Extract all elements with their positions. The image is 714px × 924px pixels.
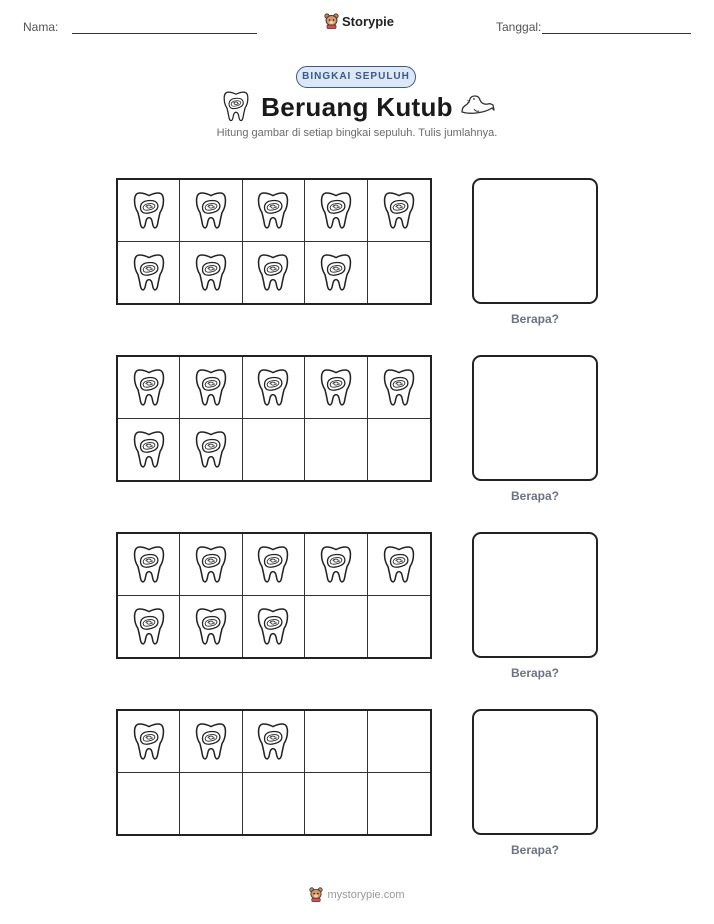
tooth-with-steak-icon — [132, 544, 166, 584]
tooth-with-steak-icon — [256, 367, 290, 407]
ten-frame-cell — [180, 773, 242, 835]
tooth-with-steak-icon — [194, 606, 228, 646]
ten-frame-cell — [118, 242, 180, 304]
ten-frame-cell — [180, 242, 242, 304]
ten-frame-cell — [118, 180, 180, 242]
tooth-with-steak-icon — [132, 252, 166, 292]
ten-frame-cell — [180, 711, 242, 773]
tooth-with-steak-icon — [382, 190, 416, 230]
ten-frame-cell — [243, 773, 305, 835]
ten-frame-cell — [368, 419, 430, 481]
ten-frame-cell — [305, 357, 367, 419]
ten-frame-cell — [305, 596, 367, 658]
tooth-with-steak-icon — [382, 367, 416, 407]
tooth-with-steak-icon — [194, 190, 228, 230]
tooth-with-steak-icon — [132, 190, 166, 230]
answer-label: Berapa? — [510, 489, 560, 503]
ten-frame-cell — [368, 357, 430, 419]
ten-frame-cell — [305, 242, 367, 304]
ten-frame — [116, 355, 432, 482]
ten-frame — [116, 532, 432, 659]
ten-frame-cell — [180, 596, 242, 658]
brand-logo — [324, 13, 394, 29]
ten-frame-cell — [243, 596, 305, 658]
name-line[interactable] — [72, 33, 257, 34]
tooth-with-steak-icon — [319, 367, 353, 407]
ten-frame-cell — [243, 242, 305, 304]
tooth-with-steak-icon — [256, 606, 290, 646]
answer-box[interactable] — [472, 355, 598, 481]
ten-frame-cell — [368, 534, 430, 596]
answer-label: Berapa? — [510, 843, 560, 857]
page-title: Beruang Kutub — [261, 92, 453, 122]
ten-frame-cell — [368, 180, 430, 242]
seal-icon — [460, 94, 496, 116]
ten-frame-cell — [180, 534, 242, 596]
answer-box[interactable] — [472, 532, 598, 658]
ten-frame — [116, 178, 432, 305]
answer-label: Berapa? — [510, 666, 560, 680]
ten-frame-cell — [243, 419, 305, 481]
ten-frame-cell — [180, 180, 242, 242]
answer-label: Berapa? — [510, 312, 560, 326]
tooth-with-steak-icon — [194, 544, 228, 584]
ten-frame-cell — [305, 534, 367, 596]
tooth-with-steak-icon — [132, 606, 166, 646]
ten-frame-cell — [368, 711, 430, 773]
ten-frame-cell — [180, 357, 242, 419]
tooth-with-steak-icon — [319, 544, 353, 584]
ten-frame-cell — [118, 534, 180, 596]
bear-mascot-icon — [324, 13, 339, 29]
ten-frame-cell — [118, 711, 180, 773]
ten-frame-cell — [118, 357, 180, 419]
ten-frame-cell — [368, 242, 430, 304]
ten-frame-cell — [180, 419, 242, 481]
tooth-with-steak-icon — [256, 190, 290, 230]
ten-frame-cell — [305, 419, 367, 481]
brand-name: Storypie — [342, 13, 395, 29]
ten-frame-cell — [368, 773, 430, 835]
tooth-with-steak-icon — [256, 544, 290, 584]
date-line[interactable] — [542, 33, 691, 34]
ten-frame-cell — [368, 596, 430, 658]
tooth-with-steak-icon — [132, 429, 166, 469]
ten-frame-cell — [118, 773, 180, 835]
ten-frame-cell — [305, 773, 367, 835]
ten-frame-cell — [243, 534, 305, 596]
ten-frame-cell — [243, 180, 305, 242]
tooth-with-steak-icon — [194, 429, 228, 469]
tooth-with-steak-icon — [194, 252, 228, 292]
tooth-with-steak-icon — [132, 367, 166, 407]
tooth-with-steak-icon — [194, 721, 228, 761]
bear-mascot-icon — [309, 887, 323, 902]
tooth-with-steak-icon — [382, 544, 416, 584]
worksheet-badge: BINGKAI SEPULUH — [296, 66, 416, 88]
ten-frame-cell — [118, 419, 180, 481]
ten-frame-cell — [118, 596, 180, 658]
tooth-with-steak-icon — [194, 367, 228, 407]
ten-frame — [116, 709, 432, 836]
name-label: Nama: — [23, 20, 59, 34]
tooth-with-steak-icon — [319, 252, 353, 292]
tooth-with-steak-icon — [132, 721, 166, 761]
instruction-text: Hitung gambar di setiap bingkai sepuluh. Tulis jumlahnya. — [216, 127, 498, 139]
date-label: Tanggal: — [496, 20, 542, 34]
tooth-with-steak-icon — [319, 190, 353, 230]
answer-box[interactable] — [472, 178, 598, 304]
answer-box[interactable] — [472, 709, 598, 835]
tooth-with-steak-icon — [256, 721, 290, 761]
ten-frame-cell — [305, 180, 367, 242]
ten-frame-cell — [305, 711, 367, 773]
ten-frame-cell — [243, 711, 305, 773]
footer-url: mystorypie.com — [327, 888, 405, 901]
footer — [0, 887, 714, 902]
tooth-with-steak-icon — [256, 252, 290, 292]
ten-frame-cell — [243, 357, 305, 419]
